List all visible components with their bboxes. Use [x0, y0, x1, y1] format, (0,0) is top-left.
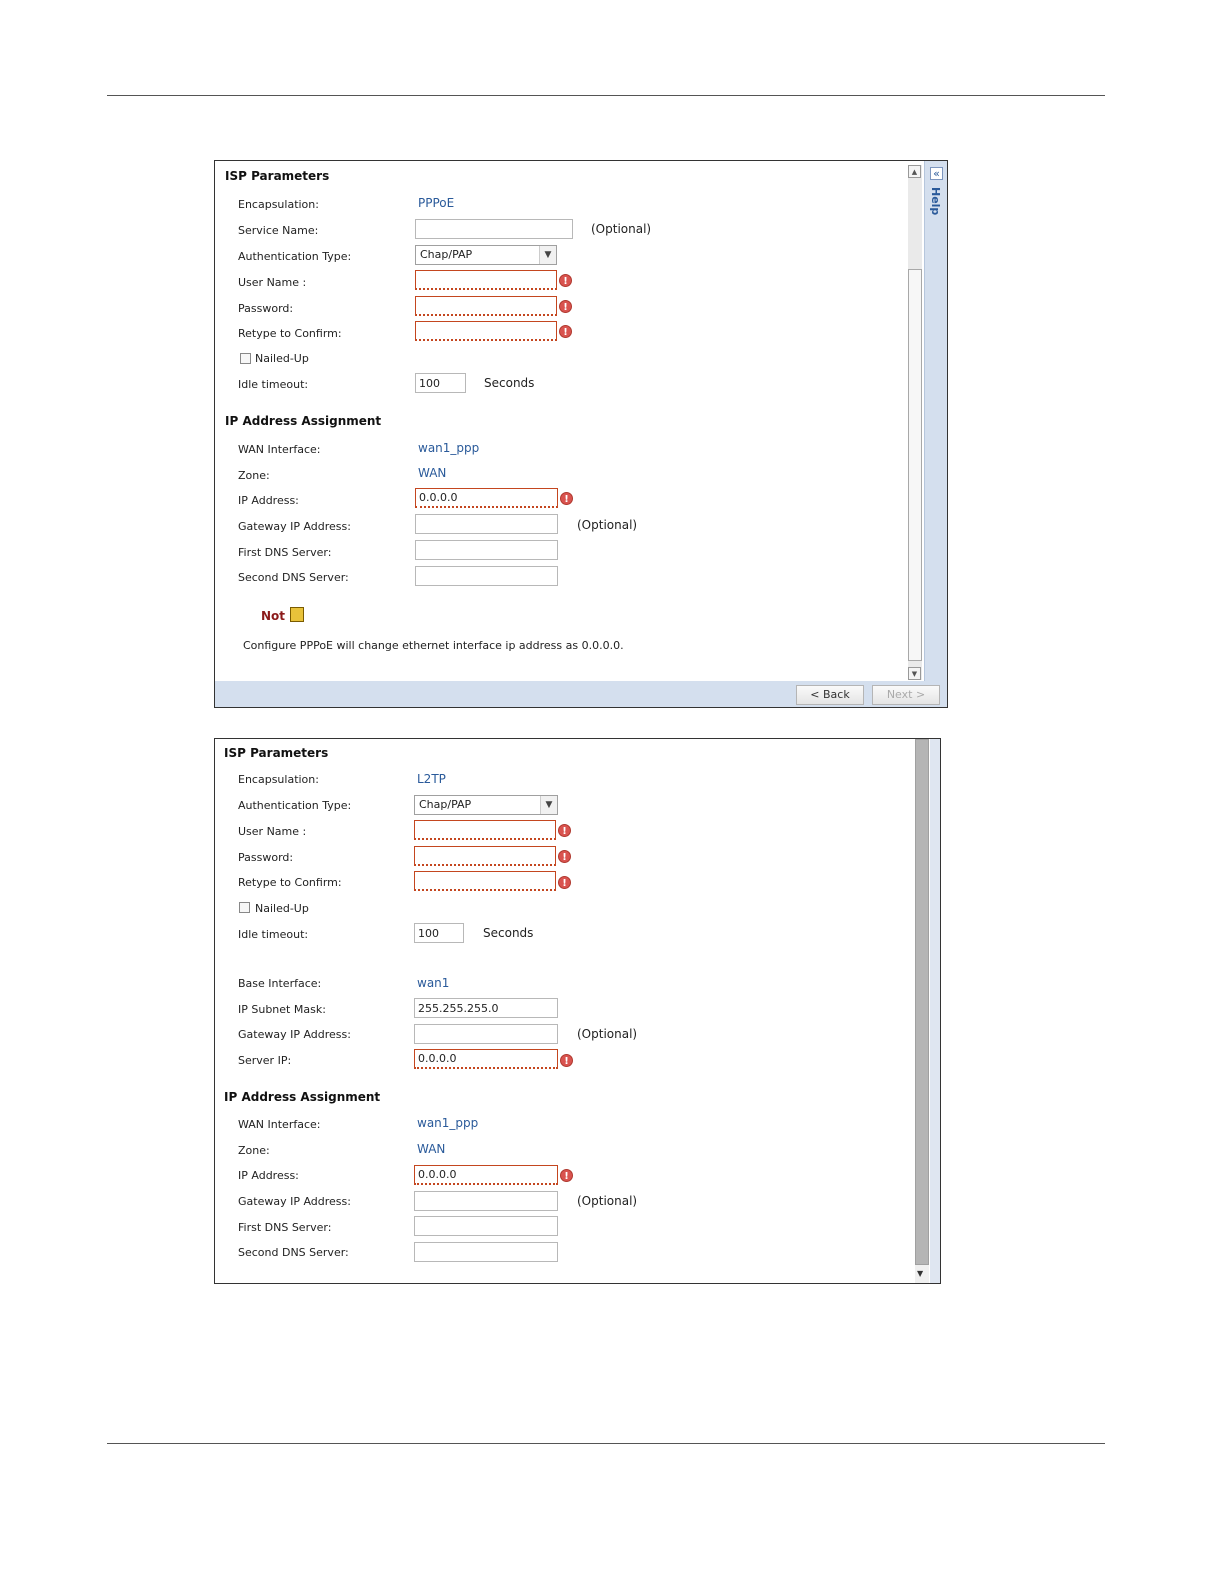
first-dns-input[interactable] [414, 1216, 558, 1236]
subnet-mask-label: IP Subnet Mask: [238, 1003, 326, 1016]
retype-label: Retype to Confirm: [238, 876, 342, 889]
scroll-down-icon[interactable]: ▼ [917, 1269, 924, 1278]
zone-label: Zone: [238, 469, 270, 482]
ip-address-label: IP Address: [238, 494, 299, 507]
second-dns-input[interactable] [415, 566, 558, 586]
auth-type-label: Authentication Type: [238, 799, 352, 812]
nailed-up-label: Nailed-Up [255, 902, 309, 915]
gateway-ip-optional-2: (Optional) [577, 1194, 638, 1208]
ip-address-input[interactable] [414, 1165, 558, 1185]
nailed-up-checkbox[interactable] [240, 353, 251, 364]
bottom-rule [107, 1443, 1105, 1444]
gateway-ip-input[interactable] [415, 514, 558, 534]
ip-assignment-heading: IP Address Assignment [224, 1090, 381, 1104]
scroll-down-button[interactable]: ▼ [908, 667, 921, 680]
gateway-ip-optional: (Optional) [577, 1027, 638, 1041]
isp-parameters-heading: ISP Parameters [225, 169, 330, 183]
retype-label: Retype to Confirm: [238, 327, 342, 340]
error-icon: ! [559, 325, 572, 338]
encapsulation-label: Encapsulation: [238, 773, 319, 786]
gateway-ip-label: Gateway IP Address: [238, 520, 351, 533]
zone-label: Zone: [238, 1144, 270, 1157]
second-dns-input[interactable] [414, 1242, 558, 1262]
auth-type-select[interactable] [415, 245, 557, 265]
l2tp-wizard-panel [214, 738, 941, 1284]
seconds-label: Seconds [484, 376, 535, 390]
nailed-up-label: Nailed-Up [255, 352, 309, 365]
wan-interface-value: wan1_ppp [417, 1116, 479, 1130]
scroll-thumb[interactable] [915, 739, 929, 1265]
service-name-optional: (Optional) [591, 222, 652, 236]
idle-timeout-label: Idle timeout: [238, 928, 309, 941]
auth-type-value: Chap/PAP [420, 248, 473, 261]
zone-value: WAN [417, 1142, 446, 1156]
error-icon: ! [560, 492, 573, 505]
ip-address-label: IP Address: [238, 1169, 299, 1182]
wizard-footer [215, 681, 947, 707]
scroll-thumb[interactable] [908, 269, 922, 661]
collapse-icon[interactable]: « [930, 167, 943, 180]
next-button[interactable]: Next > [872, 685, 940, 705]
subnet-mask-input[interactable] [414, 998, 558, 1018]
user-name-input[interactable] [415, 270, 557, 290]
nailed-up-checkbox[interactable] [239, 902, 250, 913]
error-icon: ! [560, 1054, 573, 1067]
auth-type-select[interactable] [414, 795, 558, 815]
ip-assignment-heading: IP Address Assignment [225, 414, 382, 428]
service-name-label: Service Name: [238, 224, 319, 237]
second-dns-label: Second DNS Server: [238, 571, 349, 584]
retype-password-input[interactable] [415, 321, 557, 341]
zone-value: WAN [418, 466, 447, 480]
ip-address-input[interactable] [415, 488, 558, 508]
service-name-input[interactable] [415, 219, 573, 239]
first-dns-label: First DNS Server: [238, 546, 332, 559]
first-dns-input[interactable] [415, 540, 558, 560]
gateway-ip-label-2: Gateway IP Address: [238, 1195, 351, 1208]
user-name-label: User Name : [238, 276, 307, 289]
error-icon: ! [558, 824, 571, 837]
help-sidebar[interactable] [924, 161, 948, 681]
error-icon: ! [559, 274, 572, 287]
vertical-scrollbar[interactable] [908, 165, 922, 680]
pppoe-wizard-panel [214, 160, 948, 708]
isp-parameters-heading: ISP Parameters [224, 746, 329, 760]
idle-timeout-input[interactable] [415, 373, 466, 393]
error-icon: ! [559, 300, 572, 313]
password-label: Password: [238, 302, 294, 315]
encapsulation-value: PPPoE [418, 196, 455, 210]
encapsulation-value: L2TP [417, 772, 446, 786]
note-heading [261, 607, 304, 623]
password-input[interactable] [415, 296, 557, 316]
chevron-down-icon[interactable]: ▼ [540, 796, 557, 814]
retype-password-input[interactable] [414, 871, 556, 891]
vertical-scrollbar[interactable] [915, 739, 929, 1283]
chevron-down-icon[interactable]: ▼ [539, 246, 556, 264]
error-icon: ! [558, 876, 571, 889]
base-interface-label: Base Interface: [238, 977, 322, 990]
server-ip-label: Server IP: [238, 1054, 292, 1067]
seconds-label: Seconds [483, 926, 534, 940]
wan-interface-value: wan1_ppp [418, 441, 480, 455]
note-text: Configure PPPoE will change ethernet interface ip address as 0.0.0.0. [243, 639, 624, 652]
help-sidebar[interactable] [930, 739, 940, 1283]
back-button[interactable]: < Back [796, 685, 864, 705]
server-ip-input[interactable] [414, 1049, 558, 1069]
auth-type-label: Authentication Type: [238, 250, 352, 263]
first-dns-label: First DNS Server: [238, 1221, 332, 1234]
note-label: Not [261, 609, 286, 623]
user-name-input[interactable] [414, 820, 556, 840]
idle-timeout-input[interactable] [414, 923, 464, 943]
wan-interface-label: WAN Interface: [238, 1118, 321, 1131]
error-icon: ! [560, 1169, 573, 1182]
error-icon: ! [558, 850, 571, 863]
password-label: Password: [238, 851, 294, 864]
password-input[interactable] [414, 846, 556, 866]
auth-type-value: Chap/PAP [419, 798, 472, 811]
top-rule [107, 95, 1105, 96]
scroll-up-button[interactable]: ▲ [908, 165, 921, 178]
user-name-label: User Name : [238, 825, 307, 838]
gateway-ip-input[interactable] [414, 1024, 558, 1044]
base-interface-value: wan1 [417, 976, 450, 990]
help-tab-label[interactable]: Help [929, 187, 942, 216]
gateway-ip-optional: (Optional) [577, 518, 638, 532]
gateway-ip-label: Gateway IP Address: [238, 1028, 351, 1041]
encapsulation-label: Encapsulation: [238, 198, 319, 211]
idle-timeout-label: Idle timeout: [238, 378, 309, 391]
note-icon [290, 607, 304, 622]
second-dns-label: Second DNS Server: [238, 1246, 349, 1259]
wan-interface-label: WAN Interface: [238, 443, 321, 456]
gateway-ip-input-2[interactable] [414, 1191, 558, 1211]
